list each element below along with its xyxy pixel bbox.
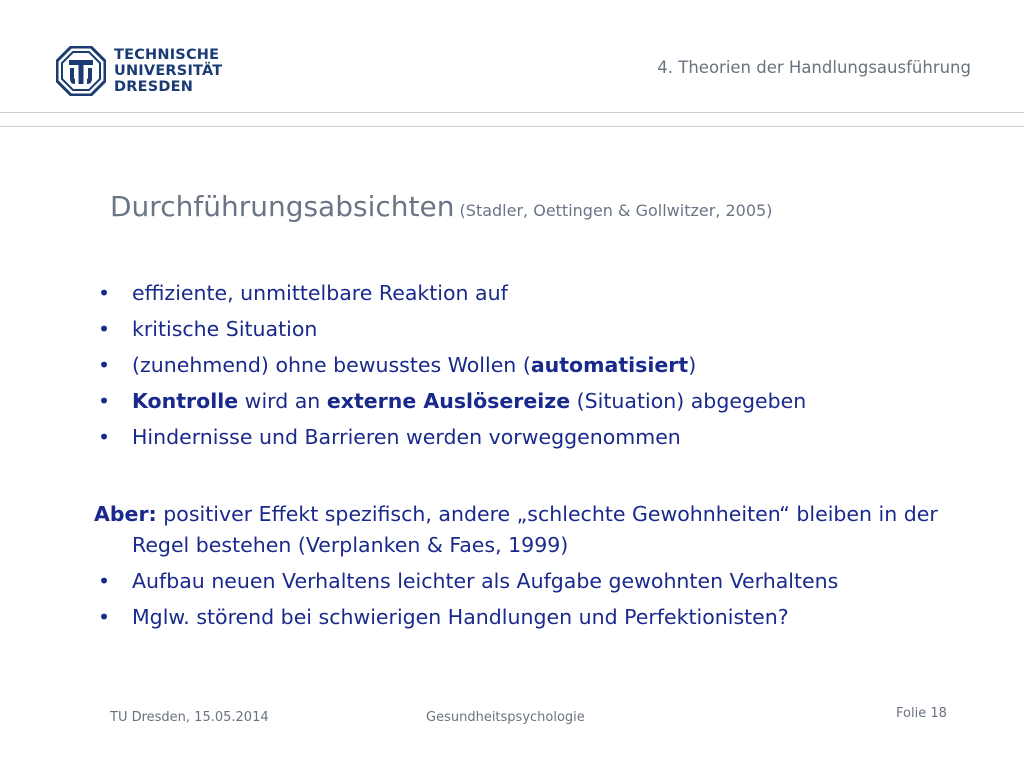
list-item-text: effiziente, unmittelbare Reaktion auf: [132, 281, 508, 305]
bullet-marker: •: [98, 317, 111, 341]
bullet-marker: •: [98, 353, 111, 377]
logo-line-2: UNIVERSITÄT: [114, 63, 223, 79]
logo-wordmark: [114, 47, 222, 95]
bullet-marker: •: [98, 389, 111, 413]
list-item-text: (zunehmend) ohne bewusstes Wollen (: [132, 353, 531, 377]
university-logo: [56, 44, 236, 102]
header-divider-bottom: [0, 126, 1024, 127]
list-item-text: Aufbau neuen Verhaltens leichter als Aufgabe gewohnten Verhaltens: [132, 569, 839, 593]
section-title: 4. Theorien der Handlungsausführung: [657, 58, 971, 77]
list-item: [94, 566, 994, 597]
list-item: [94, 422, 994, 453]
list-item: [94, 314, 994, 345]
list-item: [94, 350, 994, 381]
list-item-text: Hindernisse und Barrieren werden vorweggenommen: [132, 425, 681, 449]
list-item-text: wird an: [238, 389, 327, 413]
aber-text: positiver Effekt spezifisch, andere „schlechte Gewohnheiten“ bleiben in der Regel bestehen (Verplanken & Faes, 1999): [132, 502, 938, 557]
list-item: [94, 278, 994, 309]
footer-slide-number: Folie 18: [896, 706, 947, 721]
spacer: [94, 458, 994, 499]
slide-title-citation: (Stadler, Oettingen & Gollwitzer, 2005): [459, 201, 773, 220]
list-item: [94, 602, 994, 633]
bullet-marker: •: [98, 281, 111, 305]
aber-label: Aber:: [94, 502, 157, 526]
logo-line-1: TECHNISCHE: [114, 47, 220, 63]
list-item: [94, 386, 994, 417]
slide-content: [94, 278, 994, 638]
bullet-marker: •: [98, 605, 111, 629]
emphasis-text: externe Auslösereize: [326, 389, 571, 413]
tu-dresden-logo-icon: [56, 46, 106, 96]
bullet-marker: •: [98, 425, 111, 449]
footer-date: TU Dresden, 15.05.2014: [110, 710, 269, 725]
slide-title-text: Durchführungsabsichten: [110, 190, 455, 223]
slide-title: [110, 190, 772, 223]
aber-paragraph: [94, 499, 994, 561]
list-item-text: ): [688, 353, 697, 377]
header-divider-top: [0, 112, 1024, 113]
emphasis-text: automatisiert: [530, 353, 689, 377]
emphasis-text: Kontrolle: [132, 389, 239, 413]
list-item-text: Mglw. störend bei schwierigen Handlungen und Perfektionisten?: [132, 605, 789, 629]
list-item-text: (Situation) abgegeben: [570, 389, 807, 413]
list-item-text: kritische Situation: [132, 317, 318, 341]
footer-course: Gesundheitspsychologie: [426, 710, 585, 725]
bullet-marker: •: [98, 569, 111, 593]
logo-line-3: DRESDEN: [114, 79, 194, 95]
